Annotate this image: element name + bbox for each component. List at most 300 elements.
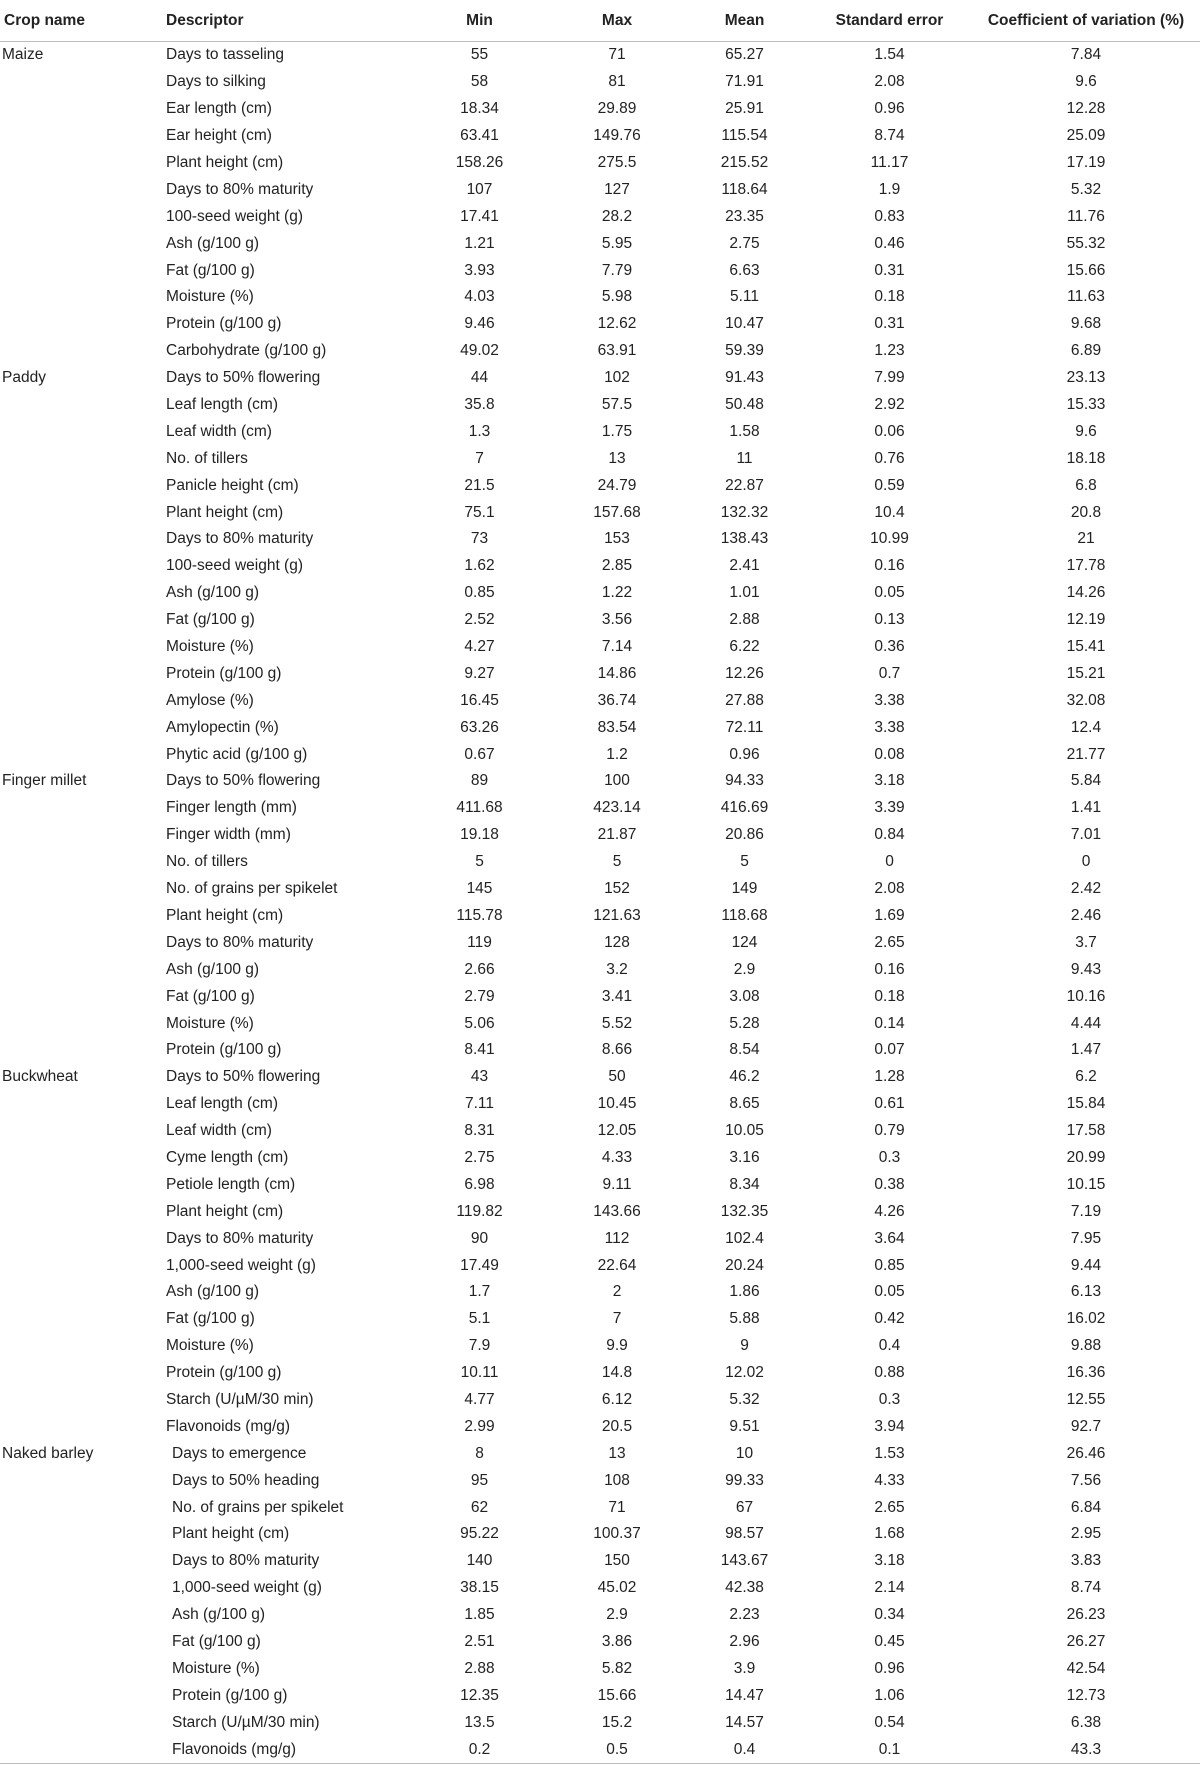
crop-name-cell [0, 1467, 162, 1494]
crop-name-cell [0, 392, 162, 419]
table-row [0, 284, 1200, 311]
standard-error-cell: 0.08 [874, 745, 905, 763]
descriptor-cell: Petiole length (cm) [166, 1175, 296, 1193]
min-cell: 1.62 [464, 557, 495, 575]
cv-cell: 4.44 [1070, 1014, 1102, 1032]
mean-cell: 94.33 [725, 772, 764, 790]
mean-cell: 10.05 [725, 1122, 764, 1140]
max-cell: 15.66 [597, 1686, 637, 1704]
crop-name-cell [0, 1198, 162, 1225]
table-row [0, 1736, 1200, 1763]
table-header-row [0, 0, 1200, 42]
crop-name-cell [0, 1145, 162, 1172]
table-row [0, 1064, 1200, 1091]
table-row [0, 123, 1200, 150]
standard-error-cell: 0.96 [874, 1659, 905, 1677]
mean-cell: 2.23 [729, 1606, 760, 1624]
standard-error-cell: 3.18 [874, 1552, 905, 1570]
table-row [0, 1467, 1200, 1494]
descriptor-cell: Moisture (%) [166, 1337, 254, 1355]
crop-name-cell [0, 634, 162, 661]
descriptor-cell: No. of grains per spikelet [166, 880, 338, 898]
mean-cell: 0.4 [682, 1736, 807, 1763]
table-row [0, 1387, 1200, 1414]
table-row [0, 1171, 1200, 1198]
standard-error-cell: 0.38 [874, 1175, 905, 1193]
crop-name-cell [0, 472, 162, 499]
standard-error-cell: 0.3 [878, 1148, 901, 1166]
max-cell: 9.9 [606, 1337, 628, 1355]
crop-name-cell [0, 876, 162, 903]
max-cell: 83.54 [597, 718, 637, 736]
max-cell: 2 [612, 1283, 622, 1301]
standard-error-cell: 4.26 [874, 1202, 905, 1220]
cv-cell: 20.8 [1070, 503, 1102, 521]
mean-cell: 12.26 [725, 664, 764, 682]
descriptor-cell: Days to 80% maturity [166, 530, 314, 548]
header-mean: Mean [682, 0, 807, 42]
table-row [0, 1333, 1200, 1360]
descriptor-cell: 100-seed weight (g) [166, 557, 303, 575]
min-cell: 13.5 [464, 1713, 495, 1731]
table-row [0, 1682, 1200, 1709]
mean-cell: 8.34 [729, 1175, 760, 1193]
crop-name-cell [0, 526, 162, 553]
max-cell: 0.5 [552, 1736, 682, 1763]
crop-name-cell [0, 1413, 162, 1440]
crop-name-cell: Finger millet [2, 772, 87, 790]
descriptor-cell: Ash (g/100 g) [166, 960, 260, 978]
table-row [0, 1360, 1200, 1387]
min-cell: 38.15 [460, 1579, 499, 1597]
crop-name-cell: Paddy [2, 369, 46, 387]
max-cell: 127 [604, 180, 630, 198]
max-cell: 2.85 [601, 557, 633, 575]
min-cell: 5.1 [468, 1310, 491, 1328]
descriptor-cell: Fat (g/100 g) [166, 1310, 255, 1328]
mean-cell: 67 [735, 1498, 754, 1516]
mean-cell: 132.32 [720, 503, 769, 521]
cv-cell: 16.02 [1066, 1310, 1106, 1328]
cv-cell: 17.19 [1066, 154, 1106, 171]
mean-cell: 98.57 [725, 1525, 764, 1543]
standard-error-cell: 0.36 [874, 638, 905, 656]
table-row [0, 1440, 1200, 1467]
descriptor-cell: Days to 50% flowering [166, 1068, 321, 1086]
min-cell: 4.77 [464, 1390, 495, 1408]
crop-name-cell [0, 445, 162, 472]
standard-error-cell: 1.9 [878, 180, 901, 198]
table-row [0, 472, 1200, 499]
max-cell: 108 [604, 1471, 630, 1489]
descriptor-cell: Protein (g/100 g) [166, 664, 282, 682]
crop-name-cell [0, 1736, 162, 1763]
crop-name-cell [0, 1225, 162, 1252]
max-cell: 14.8 [601, 1364, 633, 1382]
cv-cell: 23.13 [1066, 369, 1106, 387]
table-row [0, 96, 1200, 123]
min-cell: 17.41 [460, 207, 499, 225]
min-cell: 8 [475, 1444, 484, 1462]
standard-error-cell: 10.4 [874, 503, 905, 521]
cv-cell: 14.26 [1066, 584, 1106, 602]
crop-name-cell [0, 69, 162, 96]
cv-cell: 7.01 [1070, 826, 1102, 844]
min-cell: 9.27 [464, 664, 495, 682]
min-cell: 7.11 [464, 1095, 495, 1113]
descriptor-cell: Days to 50% flowering [166, 369, 321, 387]
mean-cell: 3.16 [729, 1148, 760, 1166]
crop-name-cell [0, 687, 162, 714]
mean-cell: 42.38 [725, 1579, 764, 1597]
table-row [0, 445, 1200, 472]
standard-error-cell: 0.84 [874, 826, 905, 844]
table-row [0, 1521, 1200, 1548]
cv-cell: 7.84 [1070, 46, 1102, 64]
standard-error-cell: 1.53 [874, 1444, 905, 1462]
max-cell: 57.5 [601, 396, 633, 414]
cv-cell: 6.84 [1070, 1498, 1102, 1516]
max-cell: 13 [608, 1444, 626, 1462]
standard-error-cell: 2.08 [874, 73, 905, 91]
descriptor-cell: Protein (g/100 g) [172, 1686, 288, 1704]
standard-error-cell: 0.42 [874, 1310, 905, 1328]
cv-cell: 32.08 [1066, 691, 1106, 709]
min-cell: 7.9 [468, 1337, 491, 1355]
standard-error-cell: 3.38 [874, 718, 905, 736]
max-cell: 4.33 [601, 1148, 633, 1166]
max-cell: 100.37 [593, 1525, 641, 1543]
max-cell: 20.5 [601, 1417, 633, 1435]
standard-error-cell: 1.54 [874, 46, 905, 64]
standard-error-cell: 0.31 [874, 261, 905, 279]
cv-cell: 5.32 [1070, 180, 1102, 198]
cv-cell: 15.84 [1066, 1095, 1106, 1113]
cv-cell: 6.13 [1070, 1283, 1102, 1301]
descriptor-cell: Phytic acid (g/100 g) [166, 745, 308, 763]
min-cell: 119.82 [456, 1202, 503, 1220]
standard-error-cell: 0.1 [807, 1736, 972, 1763]
standard-error-cell: 0.31 [874, 315, 905, 333]
crop-name-cell [0, 849, 162, 876]
cv-cell: 9.68 [1070, 315, 1102, 333]
table-row [0, 714, 1200, 741]
mean-cell: 11 [736, 449, 753, 467]
standard-error-cell: 0.05 [874, 1283, 905, 1301]
standard-error-cell: 0.79 [874, 1122, 905, 1140]
table-row [0, 795, 1200, 822]
table-row [0, 687, 1200, 714]
table-row [0, 1548, 1200, 1575]
cv-cell: 1.47 [1070, 1041, 1102, 1059]
standard-error-cell: 0.59 [874, 476, 905, 494]
crop-name-cell [0, 311, 162, 338]
mean-cell: 2.75 [729, 234, 760, 252]
min-cell: 140 [466, 1552, 493, 1570]
cv-cell: 10.15 [1066, 1175, 1106, 1193]
descriptor-cell: Protein (g/100 g) [166, 1364, 282, 1382]
standard-error-cell: 0.34 [874, 1606, 905, 1624]
mean-cell: 132.35 [720, 1202, 769, 1220]
mean-cell: 102.4 [725, 1229, 764, 1247]
standard-error-cell: 7.99 [874, 369, 905, 387]
table-row [0, 1010, 1200, 1037]
crop-name-cell [0, 96, 162, 123]
mean-cell: 5.28 [729, 1014, 760, 1032]
standard-error-cell: 0.85 [874, 1256, 905, 1274]
standard-error-cell: 0.45 [874, 1632, 905, 1650]
crop-name-cell [0, 1360, 162, 1387]
mean-cell: 2.88 [729, 611, 760, 629]
min-cell: 5 [475, 853, 484, 871]
standard-error-cell: 0.4 [878, 1337, 901, 1355]
table-row [0, 1252, 1200, 1279]
table-row [0, 1037, 1200, 1064]
cv-cell: 0 [1081, 853, 1091, 871]
table-row [0, 1575, 1200, 1602]
descriptor-cell: Leaf width (cm) [166, 1122, 272, 1140]
crop-name-cell [0, 553, 162, 580]
descriptor-cell: Moisture (%) [172, 1659, 260, 1677]
max-cell: 128 [604, 933, 630, 951]
standard-error-cell: 3.38 [874, 691, 905, 709]
cv-cell: 25.09 [1066, 127, 1106, 145]
standard-error-cell: 1.68 [874, 1525, 905, 1543]
max-cell: 9.11 [602, 1175, 632, 1193]
min-cell: 44 [470, 369, 489, 387]
descriptor-cell: Ear height (cm) [166, 127, 272, 145]
cv-cell: 16.36 [1066, 1364, 1106, 1382]
max-cell: 81 [608, 73, 626, 91]
crop-name-cell [0, 1521, 162, 1548]
descriptor-cell: Plant height (cm) [172, 1525, 290, 1543]
standard-error-cell: 0 [885, 853, 894, 871]
max-cell: 14.86 [597, 664, 637, 682]
table-row [0, 876, 1200, 903]
min-cell: 12.35 [460, 1686, 499, 1704]
max-cell: 152 [604, 880, 630, 898]
mean-cell: 91.43 [725, 369, 764, 387]
standard-error-cell: 0.05 [874, 584, 905, 602]
descriptor-cell: 100-seed weight (g) [166, 207, 303, 225]
min-cell: 89 [470, 772, 489, 790]
mean-cell: 8.54 [729, 1041, 760, 1059]
crop-name-cell [0, 660, 162, 687]
max-cell: 102 [604, 369, 630, 387]
crop-name-cell [0, 1548, 162, 1575]
crop-name-cell [0, 607, 162, 634]
cv-cell: 9.6 [1075, 73, 1097, 91]
descriptor-cell: Panicle height (cm) [166, 476, 299, 494]
descriptor-cell: Days to 80% maturity [166, 180, 314, 198]
descriptor-cell: Days to tasseling [166, 46, 285, 64]
cv-cell: 15.21 [1066, 664, 1106, 682]
max-cell: 5.82 [601, 1659, 633, 1677]
descriptor-cell: Days to emergence [172, 1444, 307, 1462]
min-cell: 9.46 [464, 315, 495, 333]
crop-name-cell [0, 983, 162, 1010]
mean-cell: 1.01 [729, 584, 760, 602]
cv-cell: 6.8 [1075, 476, 1097, 494]
standard-error-cell: 0.88 [874, 1364, 905, 1382]
min-cell: 4.03 [464, 288, 495, 306]
standard-error-cell: 10.99 [870, 530, 909, 548]
max-cell: 63.91 [597, 342, 637, 360]
min-cell: 1.21 [464, 234, 495, 252]
descriptor-cell: Finger length (mm) [166, 799, 297, 817]
max-cell: 5.98 [601, 288, 633, 306]
crop-name-cell [0, 338, 162, 365]
max-cell: 7 [612, 1310, 622, 1328]
table-row [0, 1198, 1200, 1225]
cv-cell: 21 [1077, 530, 1095, 548]
max-cell: 7.79 [601, 261, 633, 279]
header-crop-name: Crop name [0, 0, 162, 42]
descriptor-cell: Carbohydrate (g/100 g) [166, 342, 327, 360]
descriptor-cell: 1,000-seed weight (g) [172, 1579, 322, 1597]
mean-cell: 215.52 [720, 154, 769, 171]
cv-cell: 3.83 [1070, 1552, 1102, 1570]
mean-cell: 10 [735, 1444, 754, 1462]
max-cell: 50 [608, 1068, 626, 1086]
mean-cell: 8.65 [729, 1095, 760, 1113]
max-cell: 143.66 [593, 1202, 641, 1220]
mean-cell: 138.43 [720, 530, 769, 548]
crop-name-cell [0, 1279, 162, 1306]
min-cell: 90 [470, 1229, 489, 1247]
max-cell: 12.62 [597, 315, 637, 333]
mean-cell: 46.2 [729, 1068, 760, 1086]
standard-error-cell: 3.18 [874, 772, 905, 790]
crop-name-cell [0, 1602, 162, 1629]
descriptor-cell: Days to 80% maturity [172, 1552, 320, 1570]
crop-name-cell [0, 1494, 162, 1521]
crop-name-cell [0, 176, 162, 203]
descriptor-cell: Days to 50% flowering [166, 772, 321, 790]
min-cell: 49.02 [460, 342, 499, 360]
cv-cell: 5.84 [1070, 772, 1102, 790]
descriptor-cell: Plant height (cm) [166, 1202, 284, 1220]
crop-name-cell [0, 822, 162, 849]
min-cell: 6.98 [464, 1175, 495, 1193]
table-row [0, 607, 1200, 634]
max-cell: 13 [608, 449, 626, 467]
table-row [0, 230, 1200, 257]
crop-name-cell [0, 1709, 162, 1736]
cv-cell: 11.63 [1067, 288, 1105, 306]
table-row [0, 418, 1200, 445]
min-cell: 1.7 [468, 1283, 491, 1301]
cv-cell: 15.41 [1066, 638, 1106, 656]
cv-cell: 42.54 [1066, 1659, 1106, 1677]
descriptor-cell: Ash (g/100 g) [172, 1606, 266, 1624]
descriptor-cell: No. of tillers [166, 853, 248, 871]
crop-name-cell [0, 795, 162, 822]
max-cell: 6.12 [601, 1390, 633, 1408]
standard-error-cell: 1.06 [874, 1686, 905, 1704]
standard-error-cell: 2.08 [874, 880, 905, 898]
min-cell: 95 [470, 1471, 489, 1489]
min-cell: 119 [467, 933, 492, 951]
crop-name-cell [0, 1629, 162, 1656]
table-row [0, 69, 1200, 96]
descriptor-cell: Leaf length (cm) [166, 396, 278, 414]
min-cell: 10.11 [460, 1364, 499, 1382]
mean-cell: 1.58 [729, 422, 760, 440]
descriptor-cell: Fat (g/100 g) [166, 987, 255, 1005]
descriptor-cell: Ash (g/100 g) [166, 1283, 260, 1301]
max-cell: 149.76 [593, 127, 641, 145]
table-row [0, 849, 1200, 876]
cv-cell: 1.41 [1070, 799, 1102, 817]
table-row [0, 176, 1200, 203]
mean-cell: 143.67 [720, 1552, 769, 1570]
crop-name-cell [0, 1387, 162, 1414]
min-cell: 115.78 [456, 906, 503, 924]
standard-error-cell: 0.18 [874, 288, 905, 306]
max-cell: 153 [604, 530, 630, 548]
min-cell: 58 [470, 73, 489, 91]
table-row [0, 257, 1200, 284]
mean-cell: 10.47 [725, 315, 764, 333]
cv-cell: 55.32 [1066, 234, 1106, 252]
crop-name-cell [0, 929, 162, 956]
table-row [0, 983, 1200, 1010]
standard-error-cell: 0.06 [874, 422, 905, 440]
table-row [0, 660, 1200, 687]
cv-cell: 9.6 [1075, 422, 1097, 440]
cv-cell: 7.56 [1070, 1471, 1102, 1489]
descriptor-cell: Cyme length (cm) [166, 1148, 289, 1166]
standard-error-cell: 0.7 [878, 664, 901, 682]
min-cell: 62 [470, 1498, 489, 1516]
cv-cell: 15.66 [1066, 261, 1106, 279]
descriptor-cell: Flavonoids (mg/g) [162, 1736, 407, 1763]
mean-cell: 22.87 [725, 476, 764, 494]
crop-name-cell [0, 1655, 162, 1682]
cv-cell: 7.95 [1070, 1229, 1102, 1247]
table-row [0, 956, 1200, 983]
min-cell: 145 [466, 880, 493, 898]
table-row [0, 1494, 1200, 1521]
cv-cell: 26.46 [1066, 1444, 1106, 1462]
mean-cell: 5.32 [729, 1390, 760, 1408]
crop-name-cell [0, 418, 162, 445]
mean-cell: 5.88 [729, 1310, 760, 1328]
max-cell: 28.2 [601, 207, 633, 225]
standard-error-cell: 0.14 [874, 1014, 905, 1032]
crop-name-cell [0, 1118, 162, 1145]
cv-cell: 12.55 [1066, 1390, 1106, 1408]
cv-cell: 6.2 [1075, 1068, 1097, 1086]
descriptor-cell: Leaf length (cm) [166, 1095, 278, 1113]
descriptor-cell: Finger width (mm) [166, 826, 291, 844]
mean-cell: 2.96 [729, 1632, 760, 1650]
descriptor-cell: No. of grains per spikelet [172, 1498, 344, 1516]
table-row [0, 526, 1200, 553]
descriptor-cell: Plant height (cm) [166, 154, 284, 171]
crop-name-cell [0, 1091, 162, 1118]
cv-cell: 18.18 [1066, 449, 1106, 467]
max-cell: 36.74 [597, 691, 637, 709]
descriptor-cell: Days to 50% heading [172, 1471, 320, 1489]
mean-cell: 65.27 [725, 46, 764, 64]
max-cell: 71 [608, 46, 626, 64]
min-cell: 411.68 [456, 799, 503, 817]
crop-name-cell [0, 123, 162, 150]
descriptor-cell: Moisture (%) [166, 1014, 254, 1032]
standard-error-cell: 0.16 [874, 960, 905, 978]
